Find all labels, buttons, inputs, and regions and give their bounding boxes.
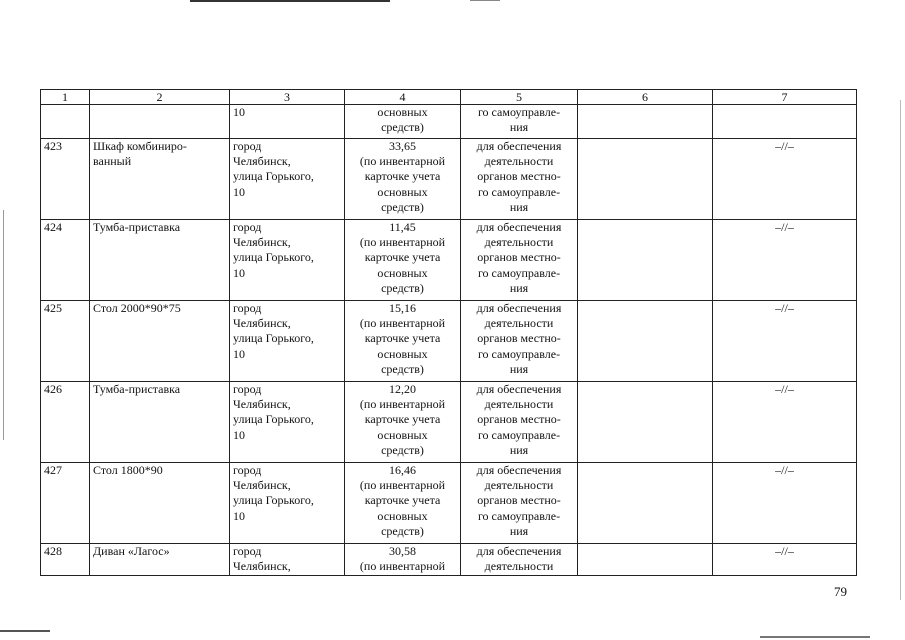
- cell-name-line: ванный: [93, 154, 132, 169]
- table-row: [41, 382, 857, 463]
- cell-cost-line: 15,16: [389, 301, 416, 315]
- scan-artifact-left-edge: [3, 210, 4, 440]
- cell-purpose-line: ния: [509, 280, 529, 295]
- cell-address-line: Челябинск,: [233, 316, 291, 331]
- cell-address-line: город: [233, 139, 262, 153]
- cell-col7: [713, 220, 857, 301]
- cell-purpose-line: го самоуправле-: [477, 105, 561, 119]
- cell-col6: [578, 105, 713, 139]
- cell-cost-line: (по инвентарной: [359, 478, 446, 493]
- cell-number-line: 427: [44, 463, 62, 477]
- cell-address-line: Челябинск,: [233, 397, 291, 412]
- cell-number-line: 423: [44, 139, 62, 153]
- column-header: 2: [90, 90, 230, 105]
- cell-name-line: Шкаф комбиниро-: [93, 139, 187, 153]
- cell-cost-line: карточке учета: [364, 169, 441, 184]
- scan-artifact-bottom-right: [760, 636, 870, 638]
- cell-address-line: Челябинск,: [233, 154, 291, 169]
- cell-cost: [345, 544, 461, 576]
- cell-number-line: 428: [44, 544, 62, 558]
- column-header: 5: [461, 90, 578, 105]
- cell-purpose: [461, 139, 578, 220]
- cell-address-line: 10: [233, 265, 245, 280]
- cell-cost-line: карточке учета: [364, 412, 441, 427]
- cell-name: [90, 301, 230, 382]
- cell-purpose-line: деятельности: [484, 235, 554, 250]
- cell-purpose-line: го самоуправле-: [477, 427, 561, 442]
- cell-cost-line: (по инвентарной: [359, 397, 446, 412]
- cell-cost: [345, 105, 461, 139]
- cell-purpose-line: органов местно-: [477, 169, 561, 184]
- cell-name: [90, 463, 230, 544]
- cell-cost-line: карточке учета: [364, 250, 441, 265]
- cell-col6: [578, 463, 713, 544]
- cell-purpose-line: ния: [509, 120, 529, 135]
- cell-address-line: улица Горького,: [233, 169, 314, 184]
- cell-purpose-line: ния: [509, 361, 529, 376]
- cell-address: [230, 382, 345, 463]
- column-header: 4: [345, 90, 461, 105]
- scan-artifact-top: [190, 0, 390, 2]
- cell-cost-line: (по инвентарной: [359, 559, 446, 574]
- cell-address-line: улица Горького,: [233, 493, 314, 508]
- cell-col7-line: –//–: [775, 139, 794, 153]
- cell-cost-line: основных: [377, 508, 428, 523]
- cell-purpose-line: деятельности: [484, 478, 554, 493]
- table-row-continuation: [41, 105, 857, 139]
- cell-name: [90, 544, 230, 576]
- cell-name: [90, 139, 230, 220]
- cell-purpose-line: ния: [509, 523, 529, 538]
- cell-name-line: Тумба-приставка: [93, 382, 181, 396]
- cell-col7-line: –//–: [775, 544, 794, 558]
- cell-number: [41, 139, 90, 220]
- cell-address-line: улица Горького,: [233, 250, 314, 265]
- cell-purpose-line: органов местно-: [477, 493, 561, 508]
- cell-cost-line: 11,45: [389, 220, 416, 234]
- cell-purpose-line: для обеспечения: [476, 139, 562, 153]
- cell-number: [41, 220, 90, 301]
- cell-number: [41, 105, 90, 139]
- cell-col7-line: –//–: [775, 220, 794, 234]
- cell-purpose-line: деятельности: [484, 154, 554, 169]
- cell-cost: [345, 382, 461, 463]
- cell-number-line: 424: [44, 220, 62, 234]
- table-row: [41, 220, 857, 301]
- cell-col7: [713, 301, 857, 382]
- cell-purpose-line: для обеспечения: [476, 382, 562, 396]
- cell-purpose-line: го самоуправле-: [477, 346, 561, 361]
- table-row: [41, 544, 857, 576]
- cell-address-line: город: [233, 463, 262, 477]
- cell-cost: [345, 301, 461, 382]
- cell-purpose-line: деятельности: [484, 397, 554, 412]
- cell-address: [230, 220, 345, 301]
- cell-purpose-line: для обеспечения: [476, 463, 562, 477]
- cell-purpose-line: го самоуправле-: [477, 508, 561, 523]
- cell-address: [230, 105, 345, 139]
- cell-col6: [578, 139, 713, 220]
- column-header: 1: [41, 90, 90, 105]
- header-row: [41, 90, 857, 105]
- cell-address: [230, 301, 345, 382]
- cell-address-line: город: [233, 382, 262, 396]
- cell-purpose-line: го самоуправле-: [477, 184, 561, 199]
- cell-number-line: 425: [44, 301, 62, 315]
- cell-number: [41, 544, 90, 576]
- cell-address-line: город: [233, 301, 262, 315]
- cell-purpose-line: для обеспечения: [476, 301, 562, 315]
- table-row: [41, 463, 857, 544]
- cell-address-line: Челябинск,: [233, 235, 291, 250]
- cell-col7-line: –//–: [775, 301, 794, 315]
- column-header: 7: [713, 90, 857, 105]
- cell-address-line: 10: [233, 105, 245, 119]
- cell-cost: [345, 463, 461, 544]
- cell-col6: [578, 301, 713, 382]
- cell-number: [41, 382, 90, 463]
- cell-cost-line: основных: [377, 427, 428, 442]
- cell-cost-line: средств): [381, 120, 424, 135]
- cell-col7-line: –//–: [775, 382, 794, 396]
- cell-purpose: [461, 382, 578, 463]
- cell-name: [90, 220, 230, 301]
- cell-cost-line: (по инвентарной: [359, 154, 446, 169]
- cell-cost-line: 30,58: [389, 544, 416, 558]
- cell-number: [41, 463, 90, 544]
- cell-address-line: город: [233, 220, 262, 234]
- cell-name-line: Стол 1800*90: [93, 463, 163, 477]
- cell-col6: [578, 544, 713, 576]
- cell-cost-line: 33,65: [389, 139, 416, 153]
- cell-cost-line: основных: [377, 105, 428, 119]
- cell-cost-line: 16,46: [389, 463, 416, 477]
- cell-col7: [713, 544, 857, 576]
- cell-cost-line: основных: [377, 346, 428, 361]
- cell-cost-line: средств): [381, 199, 424, 214]
- cell-purpose: [461, 301, 578, 382]
- cell-address-line: город: [233, 544, 262, 558]
- cell-address-line: улица Горького,: [233, 412, 314, 427]
- cell-cost-line: средств): [381, 523, 424, 538]
- column-header: 3: [230, 90, 345, 105]
- cell-purpose-line: органов местно-: [477, 250, 561, 265]
- cell-cost: [345, 139, 461, 220]
- property-table: [40, 89, 857, 576]
- cell-col6: [578, 220, 713, 301]
- cell-cost-line: средств): [381, 442, 424, 457]
- cell-address-line: 10: [233, 427, 245, 442]
- cell-col7: [713, 139, 857, 220]
- cell-purpose: [461, 220, 578, 301]
- cell-purpose-line: ния: [509, 442, 529, 457]
- cell-address-line: 10: [233, 508, 245, 523]
- cell-purpose: [461, 105, 578, 139]
- cell-cost-line: карточке учета: [364, 493, 441, 508]
- cell-name: [90, 382, 230, 463]
- cell-name-line: Стол 2000*90*75: [93, 301, 181, 315]
- cell-cost-line: основных: [377, 184, 428, 199]
- cell-cost-line: (по инвентарной: [359, 235, 446, 250]
- cell-number-line: 426: [44, 382, 62, 396]
- scan-artifact-right-edge: [900, 100, 901, 600]
- cell-purpose-line: для обеспечения: [476, 544, 562, 558]
- cell-cost: [345, 220, 461, 301]
- cell-purpose-line: деятельности: [484, 316, 554, 331]
- cell-col7-line: –//–: [775, 463, 794, 477]
- cell-address: [230, 544, 345, 576]
- column-header: 6: [578, 90, 713, 105]
- cell-purpose-line: органов местно-: [477, 412, 561, 427]
- cell-address-line: 10: [233, 184, 245, 199]
- cell-col7: [713, 382, 857, 463]
- cell-purpose-line: ния: [509, 199, 529, 214]
- cell-cost-line: (по инвентарной: [359, 316, 446, 331]
- cell-col6: [578, 382, 713, 463]
- cell-address-line: 10: [233, 346, 245, 361]
- cell-name-line: Диван «Лагос»: [93, 544, 170, 558]
- cell-col7: [713, 105, 857, 139]
- cell-address-line: Челябинск,: [233, 478, 291, 493]
- cell-name: [90, 105, 230, 139]
- cell-address: [230, 463, 345, 544]
- cell-purpose-line: деятельности: [484, 559, 554, 574]
- page-number: 79: [834, 584, 847, 599]
- table-row: [41, 301, 857, 382]
- scan-artifact-top-small: [470, 0, 500, 1]
- cell-purpose: [461, 544, 578, 576]
- cell-cost-line: средств): [381, 361, 424, 376]
- scan-artifact-bottom-left: [0, 630, 50, 632]
- cell-cost-line: карточке учета: [364, 331, 441, 346]
- cell-purpose-line: органов местно-: [477, 331, 561, 346]
- cell-purpose: [461, 463, 578, 544]
- cell-address: [230, 139, 345, 220]
- cell-col7: [713, 463, 857, 544]
- cell-cost-line: основных: [377, 265, 428, 280]
- cell-name-line: Тумба-приставка: [93, 220, 181, 234]
- cell-address-line: Челябинск,: [233, 559, 291, 574]
- cell-purpose-line: го самоуправле-: [477, 265, 561, 280]
- cell-address-line: улица Горького,: [233, 331, 314, 346]
- cell-purpose-line: для обеспечения: [476, 220, 562, 234]
- cell-cost-line: средств): [381, 280, 424, 295]
- cell-cost-line: 12,20: [389, 382, 416, 396]
- table-row: [41, 139, 857, 220]
- cell-number: [41, 301, 90, 382]
